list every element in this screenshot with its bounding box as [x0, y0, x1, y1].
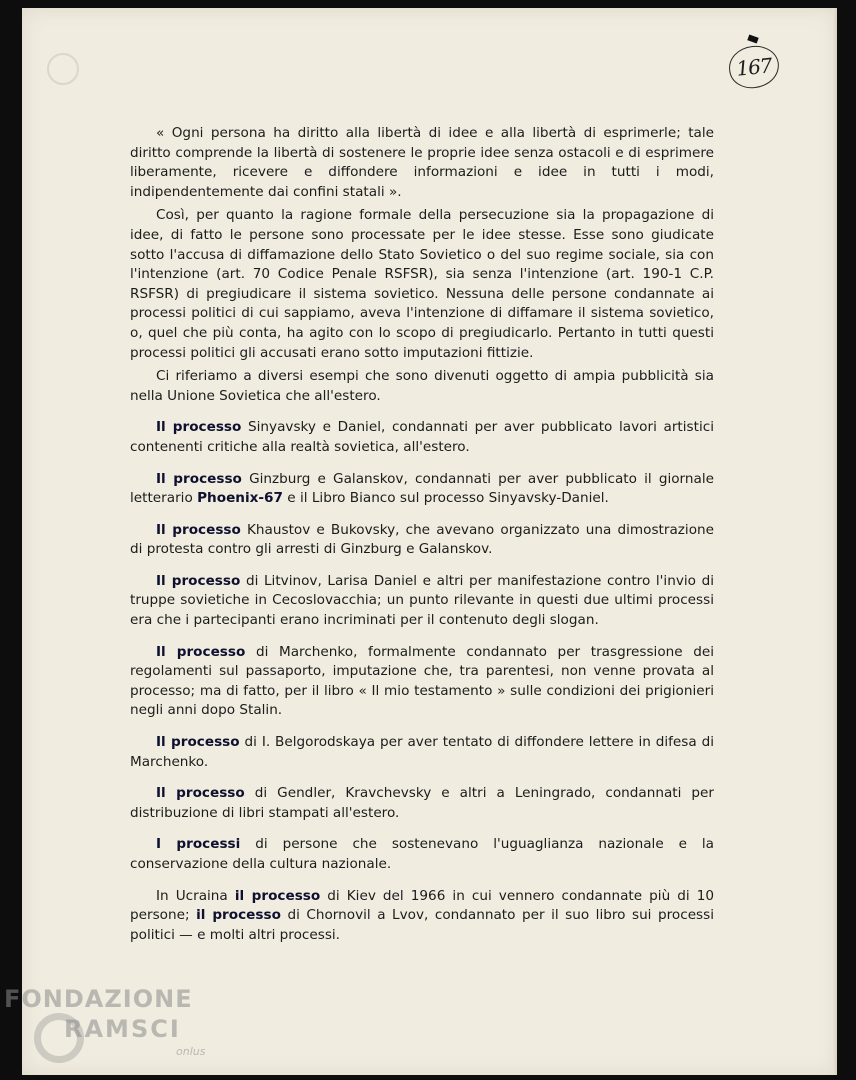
process-label: I processi	[156, 836, 241, 853]
process-label: il processo	[234, 887, 321, 904]
process-label: Il processo	[156, 470, 242, 487]
process-text: di Chornovil a Lvov, condannato per il suo libro sui processi politici — e molti altri processi.	[130, 907, 714, 943]
document-body	[130, 124, 714, 945]
process-gendler	[130, 784, 714, 823]
fondazione-gramsci-watermark	[0, 985, 240, 1080]
process-label: Il processo	[156, 734, 240, 751]
process-sinyavsky	[130, 418, 714, 457]
process-khaustov	[130, 521, 714, 560]
journal-name: Phoenix-67	[197, 490, 283, 507]
process-text: In Ucraina	[156, 887, 228, 904]
process-text: Ginzburg e Galanskov, condannati per aver pubblicato il giornale letterario	[130, 470, 714, 507]
paragraph-examples: Ci riferiamo a diversi esempi che sono divenuti oggetto di ampia pubblicità sia nella Unione Sovietica che all'estero.	[130, 368, 714, 404]
page-edge	[833, 8, 837, 1075]
folio-number: 167	[727, 44, 781, 91]
process-text: Khaustov e Bukovsky, che avevano organizzato una dimostrazione di protesta contro gli arresti di Ginzburg e Galanskov.	[130, 521, 715, 558]
watermark-line3: onlus	[176, 1045, 206, 1058]
process-text: di I. Belgorodskaya per aver tentato di diffondere lettere in difesa di Marchenko.	[130, 734, 715, 770]
process-text: di Litvinov, Larisa Daniel e altri per manifestazione contro l'invio di truppe sovietiche in Cecoslovacchia; un punto rilevante in questi due ultimi processi era che i partecipanti erano incriminati per il contenuto degli slogan.	[130, 572, 714, 629]
process-text: di persone che sostenevano l'uguaglianza nazionale e la conservazione della cultura nazionale.	[130, 836, 715, 872]
process-text: di Marchenko, formalmente condannato per trasgressione dei regolamenti sul passaporto, imputazione che, tra parentesi, non venne provata al processo; ma di fatto, per il libro « Il mio testamento » sulle condizioni dei prigionieri negli anni dopo Stalin.	[130, 643, 714, 719]
process-ginzburg	[130, 470, 714, 509]
corner-mark	[747, 34, 758, 43]
process-text: e il Libro Bianco sul processo Sinyavsky-Daniel.	[287, 490, 609, 507]
process-litvinov	[130, 572, 714, 631]
process-marchenko	[130, 643, 714, 721]
process-label: Il processo	[156, 419, 242, 436]
process-label: Il processo	[156, 521, 241, 538]
process-label: Il processo	[156, 572, 241, 589]
watermark-line2: RAMSCI	[64, 1015, 181, 1043]
faint-stamp-mark	[47, 53, 79, 85]
process-ucraina	[130, 887, 714, 946]
process-label: Il processo	[156, 785, 245, 802]
process-text: di Kiev del 1966 in cui vennero condannate più di 10 persone;	[130, 887, 715, 924]
process-text: di Gendler, Kravchevsky e altri a Leningrado, condannati per distribuzione di libri stampati all'estero.	[130, 785, 714, 821]
process-label: il processo	[196, 907, 281, 924]
process-uguaglianza	[130, 835, 714, 874]
paragraph-persecution: Così, per quanto la ragione formale della persecuzione sia la propagazione di idee, di fatto le persone sono processate per le idee stesse. Esse sono giudicate sotto l'accusa di diffamazione dello Stato Sovietico o del suo regime sociale, sia con l'intenzione (art. 70 Codice Penale RSFSR), sia senza l'intenzione (art. 190-1 C.P. RSFSR) di pregiudicare il sistema sovietico. Nessuna delle persone condannate ai processi politici di cui sappiamo, aveva l'intenzione di diffamare il sistema sovietico, o, quel che più conta, ha agito con lo scopo di pregiudicarlo. Pertanto in tutti questi processi politici gli accusati erano sotto imputazioni fittizie.	[130, 207, 714, 361]
quote-paragraph: « Ogni persona ha diritto alla libertà di idee e alla libertà di esprimerle; tale diritto comprende la libertà di sostenere le proprie idee senza ostacoli e di esprimere liberamente, ricevere e diffondere informazioni e idee in tutti i modi, indipendentemente dai confini statali ».	[130, 125, 714, 200]
watermark-line1: FONDAZIONE	[4, 985, 193, 1013]
process-label: Il processo	[156, 643, 246, 660]
process-text: Sinyavsky e Daniel, condannati per aver pubblicato lavori artistici contenenti critiche alla realtà sovietica, all'estero.	[130, 419, 714, 455]
process-belgorodskaya	[130, 733, 714, 772]
